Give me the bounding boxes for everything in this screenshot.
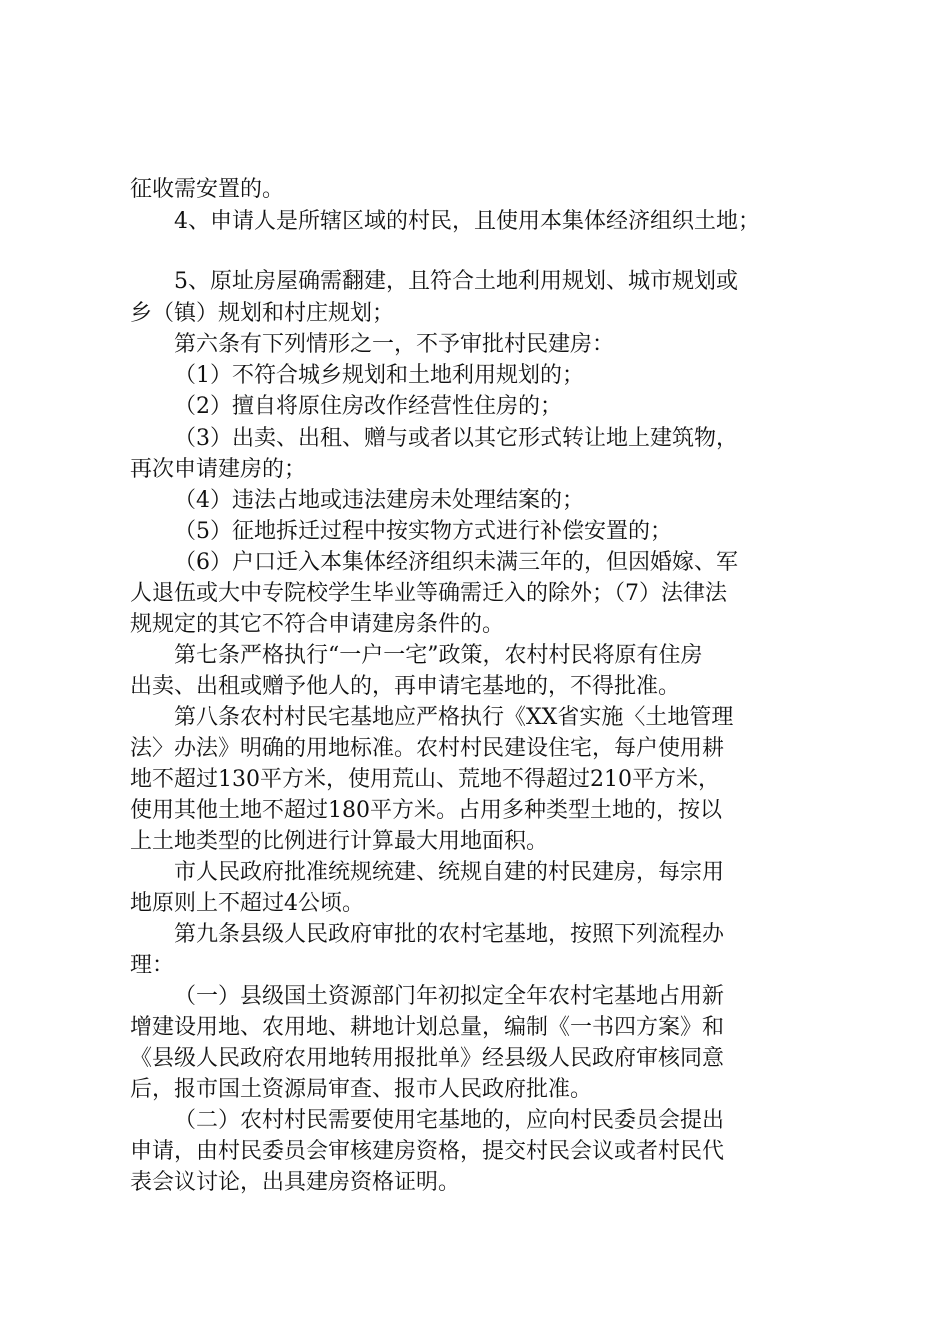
text-line: 地不超过130平方米，使用荒山、荒地不得超过210平方米， xyxy=(130,767,720,792)
text-line: 法〉办法》明确的用地标准。农村村民建设住宅，每户使用耕 xyxy=(130,736,725,761)
text-line: （4）违法占地或违法建房未处理结案的； xyxy=(174,488,584,513)
text-line: 表会议讨论，出具建房资格证明。 xyxy=(130,1170,461,1195)
text-line: 乡（镇）规划和村庄规划； xyxy=(130,301,395,326)
text-line: 理： xyxy=(130,953,175,978)
text-line: 增建设用地、农用地、耕地计划总量，编制《一书四方案》和 xyxy=(130,1015,725,1040)
text-line: （2）擅自将原住房改作经营性住房的； xyxy=(174,394,562,419)
text-line: 规规定的其它不符合申请建房条件的。 xyxy=(130,612,505,637)
text-line: （二）农村村民需要使用宅基地的，应向村民委员会提出 xyxy=(174,1108,725,1133)
text-line: 出卖、出租或赠予他人的，再申请宅基地的，不得批准。 xyxy=(130,674,681,699)
text-line: 地原则上不超过4公顷。 xyxy=(130,891,364,916)
text-line: （5）征地拆迁过程中按实物方式进行补偿安置的； xyxy=(174,519,672,544)
text-line: 第九条县级人民政府审批的农村宅基地，按照下列流程办 xyxy=(174,922,725,947)
text-line: （3）出卖、出租、赠与或者以其它形式转让地上建筑物， xyxy=(174,426,738,451)
text-line: 5、原址房屋确需翻建，且符合土地利用规划、城市规划或 xyxy=(174,269,738,294)
text-line: 征收需安置的。 xyxy=(130,177,285,202)
text-line: 使用其他土地不超过180平方米。占用多种类型土地的，按以 xyxy=(130,798,722,823)
text-line: 第八条农村村民宅基地应严格执行《XX省实施〈土地管理 xyxy=(174,705,734,730)
text-line: 第六条有下列情形之一，不予审批村民建房： xyxy=(174,332,615,357)
text-line: 申请，由村民委员会审核建房资格，提交村民会议或者村民代 xyxy=(130,1139,725,1164)
text-line: 后，报市国土资源局审查、报市人民政府批准。 xyxy=(130,1077,593,1102)
text-line: （1）不符合城乡规划和土地利用规划的； xyxy=(174,363,584,388)
text-line: 4、申请人是所辖区域的村民，且使用本集体经济组织土地； xyxy=(174,209,760,234)
text-line: （6）户口迁入本集体经济组织未满三年的，但因婚嫁、军 xyxy=(174,550,738,575)
text-line: 再次申请建房的； xyxy=(130,457,307,482)
text-line: 人退伍或大中专院校学生毕业等确需迁入的除外；（7）法律法 xyxy=(130,581,727,606)
text-line: 《县级人民政府农用地转用报批单》经县级人民政府审核同意 xyxy=(130,1046,725,1071)
text-line: （一）县级国土资源部门年初拟定全年农村宅基地占用新 xyxy=(174,984,725,1009)
text-line: 第七条严格执行“一户一宅”政策，农村村民将原有住房 xyxy=(174,643,703,668)
text-line: 市人民政府批准统规统建、统规自建的村民建房，每宗用 xyxy=(174,860,725,885)
text-line: 上土地类型的比例进行计算最大用地面积。 xyxy=(130,829,549,854)
